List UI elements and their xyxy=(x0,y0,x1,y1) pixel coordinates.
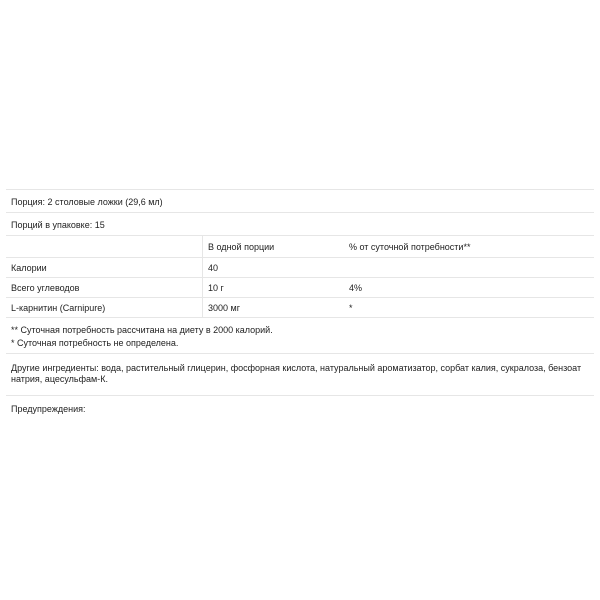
header-per-serving: В одной порции xyxy=(208,242,275,252)
nutrient-amount: 3000 мг xyxy=(208,303,240,313)
servings-per-container-row xyxy=(6,212,594,235)
other-ingredients-row xyxy=(6,353,594,395)
supplement-facts-table xyxy=(6,189,594,425)
footnotes-row xyxy=(6,317,594,353)
footnote-daily-value: ** Суточная потребность рассчитана на диету в 2000 калорий. xyxy=(11,325,273,335)
column-divider xyxy=(202,278,203,297)
nutrient-amount: 40 xyxy=(208,263,219,273)
nutrient-daily-value: 4% xyxy=(349,283,363,293)
nutrient-amount: 10 г xyxy=(208,283,224,293)
nutrient-name: Всего углеводов xyxy=(11,283,80,293)
warnings-title: Предупреждения: xyxy=(11,404,86,414)
header-daily-value: % от суточной потребности** xyxy=(349,242,471,252)
serving-size-text: Порция: 2 столовые ложки (29,6 мл) xyxy=(11,197,163,207)
table-row xyxy=(6,277,594,297)
column-divider xyxy=(202,236,203,257)
table-row xyxy=(6,257,594,277)
column-divider xyxy=(202,298,203,317)
warnings-row xyxy=(6,395,594,425)
servings-per-container-text: Порций в упаковке: 15 xyxy=(11,220,105,230)
serving-size-row xyxy=(6,189,594,212)
nutrient-daily-value: * xyxy=(349,303,353,313)
other-ingredients-text: Другие ингредиенты: вода, растительный глицерин, фосфорная кислота, натуральный ароматизатор, сорбат калия, сукралоза, бензоат натрия, ацесульфам-К. xyxy=(11,363,582,384)
nutrient-name: L-карнитин (Carnipure) xyxy=(11,303,106,313)
nutrient-name: Калории xyxy=(11,263,47,273)
table-header-row xyxy=(6,235,594,257)
column-divider xyxy=(202,258,203,277)
table-row xyxy=(6,297,594,317)
footnote-not-established: * Суточная потребность не определена. xyxy=(11,338,179,348)
